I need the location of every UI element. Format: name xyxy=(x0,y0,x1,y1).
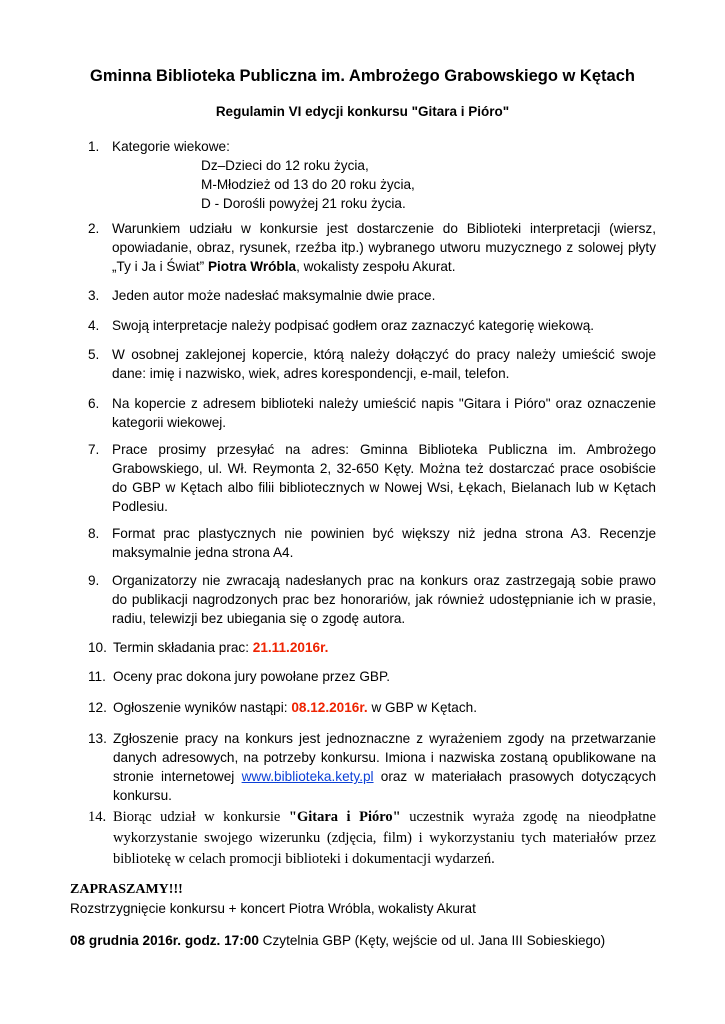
item-number: 14. xyxy=(88,809,107,825)
item-text: Warunkiem udziału w konkursie jest dostarczenie do Biblioteki interpretacji (wiersz, opowiadanie, obraz, rysunek, rzeźba itp.) wybranego utworu muzycznego z solowej płyty „Ty i Ja i Świat” xyxy=(112,221,656,274)
rule-item-2 xyxy=(88,219,656,276)
item-number: 7. xyxy=(88,442,100,457)
invite-heading: ZAPRASZAMY!!! xyxy=(70,882,183,897)
age-category-adults: D - Dorośli powyżej 21 roku życia. xyxy=(201,196,406,211)
rule-item-4 xyxy=(88,316,656,335)
item-number: 5. xyxy=(88,347,100,362)
item-number: 1. xyxy=(88,139,100,154)
rule-item-7 xyxy=(88,440,656,516)
item-number: 11. xyxy=(88,669,106,684)
rule-item-11 xyxy=(88,667,656,686)
age-category-children: Dz–Dzieci do 12 roku życia, xyxy=(201,158,369,173)
item-text: Swoją interpretacje należy podpisać godłem oraz zaznaczyć kategorię wiekową. xyxy=(112,318,595,333)
item-number: 12. xyxy=(88,700,107,715)
results-date: 08.12.2016r. xyxy=(291,700,368,715)
rule-item-12 xyxy=(88,698,656,717)
event-datetime: 08 grudnia 2016r. godz. 17:00 xyxy=(70,933,259,948)
rule-item-10 xyxy=(88,638,656,657)
item-text: Organizatorzy nie zwracają nadesłanych prac na konkurs oraz zastrzegają sobie prawo do publikacji nagrodzonych prac bez honorariów, jak również udostępnianie ich w prasie, radiu, telewizji bez ubiegania się o zgodę autora. xyxy=(112,573,656,626)
item-number: 13. xyxy=(88,731,107,746)
item-text: Na kopercie z adresem biblioteki należy umieścić napis "Gitara i Pióro" oraz oznaczenie kategorii wiekowej. xyxy=(112,396,656,430)
rule-item-5 xyxy=(88,345,656,383)
item-number: 10. xyxy=(88,640,107,655)
rule-item-9 xyxy=(88,571,656,628)
results-place: w GBP w Kętach. xyxy=(367,700,477,715)
item-text-end: , wokalisty zespołu Akurat. xyxy=(296,259,456,274)
item-text: Oceny prac dokona jury powołane przez GBP. xyxy=(113,669,391,684)
item-number: 3. xyxy=(88,288,100,303)
item-text-end: uczestnik wyraża zgodę na nieodpłatne wykorzystanie swojego wizerunku (zdjęcia, film) i wykorzystaniu tych materiałów przez bibliotekę w celach promocji biblioteki i dokumentacji wydarzeń. xyxy=(113,809,656,867)
item-text: Prace prosimy przesyłać na adres: Gminna Biblioteka Publiczna im. Ambrożego Grabowskiego, ul. Wł. Reymonta 2, 32-650 Kęty. Można też dostarczać prace osobiście do GBP w Kętach albo filii bibliotecznych w Nowej Wsi, Łękach, Bielanach lub w Kętach Podlesiu. xyxy=(112,442,656,514)
age-category-youth: M-Młodzież od 13 do 20 roku życia, xyxy=(201,177,415,192)
item-number: 9. xyxy=(88,573,100,588)
item-text: Kategorie wiekowe: xyxy=(112,139,230,154)
item-text-end: oraz w materiałach prasowych dotyczących konkursu. xyxy=(113,769,657,803)
rule-item-1 xyxy=(88,137,656,213)
footer-invitation xyxy=(70,880,670,918)
rule-item-3 xyxy=(88,286,656,305)
item-text: Format prac plastycznych nie powinien być większy niż jedna strona A3. Recenzje maksymalnie jedna strona A4. xyxy=(112,526,656,560)
item-number: 2. xyxy=(88,221,100,236)
deadline-date: 21.11.2016r. xyxy=(252,640,329,655)
artist-name: Piotra Wróbla xyxy=(207,259,297,274)
rule-item-14 xyxy=(88,807,656,870)
item-text: Biorąc udział w konkursie xyxy=(113,809,289,825)
event-details xyxy=(70,931,670,950)
item-number: 8. xyxy=(88,526,100,541)
rule-item-6 xyxy=(88,394,656,432)
results-label: Ogłoszenie wyników nastąpi: xyxy=(113,700,292,715)
rule-item-8 xyxy=(88,524,656,562)
contest-name: "Gitara i Pióro" xyxy=(288,809,401,825)
page-subtitle: Regulamin VI edycji konkursu "Gitara i Pióro" xyxy=(215,104,510,119)
website-link[interactable]: www.biblioteka.kety.pl xyxy=(241,769,374,784)
deadline-label: Termin składania prac: xyxy=(113,640,253,655)
item-number: 4. xyxy=(88,318,100,333)
invite-description: Rozstrzygnięcie konkursu + koncert Piotra Wróbla, wokalisty Akurat xyxy=(70,901,476,916)
item-text: W osobnej zaklejonej kopercie, którą należy dołączyć do pracy należy umieścić swoje dane: imię i nazwisko, wiek, adres korespondencji, e-mail, telefon. xyxy=(112,347,656,381)
event-place: Czytelnia GBP (Kęty, wejście od ul. Jana III Sobieskiego) xyxy=(258,933,606,948)
item-number: 6. xyxy=(88,396,100,411)
page-title: Gminna Biblioteka Publiczna im. Ambrożego Grabowskiego w Kętach xyxy=(90,67,635,85)
item-text: Jeden autor może nadesłać maksymalnie dwie prace. xyxy=(112,288,436,303)
rule-item-13 xyxy=(88,729,656,805)
item-text: Zgłoszenie pracy na konkurs jest jednoznaczne z wyrażeniem zgody na przetwarzanie danych adresowych, na potrzeby konkursu. Imiona i nazwiska zostaną opublikowane na stronie internetowej xyxy=(113,731,656,784)
